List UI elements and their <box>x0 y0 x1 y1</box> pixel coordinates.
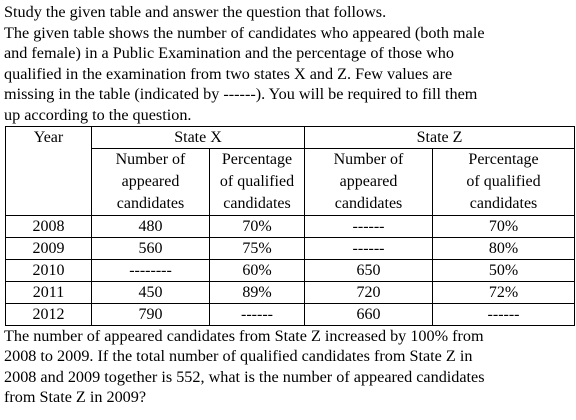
sub-header-line: appeared <box>121 172 180 190</box>
year-header: Year <box>6 126 92 215</box>
sub-header-line: of qualified <box>219 172 295 190</box>
table-cell: 560 <box>92 237 210 259</box>
table-cell: ------ <box>305 237 433 259</box>
sub-header-line: Percentage <box>221 150 293 168</box>
table-cell: 480 <box>92 215 210 237</box>
table-cell: 72% <box>433 281 575 303</box>
intro-line: The given table shows the number of candidates who appeared (both male <box>4 23 485 42</box>
table-cell: 89% <box>210 281 305 303</box>
table-sub-header-row <box>6 148 575 215</box>
table-cell: 2012 <box>6 303 92 325</box>
intro-line: up according to the question. <box>4 105 192 124</box>
table-cell: 70% <box>433 215 575 237</box>
table-cell: 720 <box>305 281 433 303</box>
table-cell: -------- <box>92 259 210 281</box>
table-cell: ------ <box>210 303 305 325</box>
table-cell: 50% <box>433 259 575 281</box>
table-row <box>6 215 575 237</box>
sub-header-line: candidates <box>223 194 291 212</box>
table-cell: 75% <box>210 237 305 259</box>
question-text <box>4 326 573 408</box>
table-cell: 80% <box>433 237 575 259</box>
table-row <box>6 237 575 259</box>
table-cell: 2008 <box>6 215 92 237</box>
question-line: 2008 to 2009. If the total number of qualified candidates from State Z in <box>4 347 473 366</box>
sub-header-cell <box>305 148 433 215</box>
question-line: 2008 and 2009 together is 552, what is the number of appeared candidates <box>4 367 485 386</box>
table-cell: 2009 <box>6 237 92 259</box>
sub-header-cell <box>433 148 575 215</box>
table-cell: ------ <box>305 215 433 237</box>
table-cell: 70% <box>210 215 305 237</box>
sub-header-line: of qualified <box>466 172 541 190</box>
sub-header-line: candidates <box>116 194 185 212</box>
sub-header-line: Number of <box>333 150 404 168</box>
intro-line: qualified in the examination from two states X and Z. Few values are <box>4 64 453 83</box>
intro-text <box>4 0 573 126</box>
table-cell: 790 <box>92 303 210 325</box>
table-group-header-row <box>6 126 575 148</box>
data-table <box>5 126 575 326</box>
state-x-header: State X <box>92 126 305 148</box>
state-z-header: State Z <box>305 126 575 148</box>
intro-line: and female) in a Public Examination and the percentage of those who <box>4 44 454 63</box>
table-cell: 2011 <box>6 281 92 303</box>
table-cell: 60% <box>210 259 305 281</box>
table-cell: 2010 <box>6 259 92 281</box>
table-row <box>6 281 575 303</box>
table-row <box>6 303 575 325</box>
sub-header-line: candidates <box>469 194 538 212</box>
table-row <box>6 259 575 281</box>
table-cell: ------ <box>433 303 575 325</box>
table-cell: 650 <box>305 259 433 281</box>
intro-line: Study the given table and answer the question that follows. <box>4 3 387 21</box>
sub-header-cell <box>210 148 305 215</box>
question-line: from State Z in 2009? <box>4 388 147 407</box>
sub-header-line: appeared <box>339 172 398 190</box>
sub-header-line: Number of <box>115 150 186 168</box>
sub-header-cell <box>92 148 210 215</box>
table-cell: 450 <box>92 281 210 303</box>
intro-line: missing in the table (indicated by ------). You will be required to fill them <box>4 85 478 104</box>
sub-header-line: Percentage <box>468 150 539 168</box>
question-line: The number of appeared candidates from State Z increased by 100% from <box>4 326 484 345</box>
sub-header-line: candidates <box>334 194 403 212</box>
table-cell: 660 <box>305 303 433 325</box>
